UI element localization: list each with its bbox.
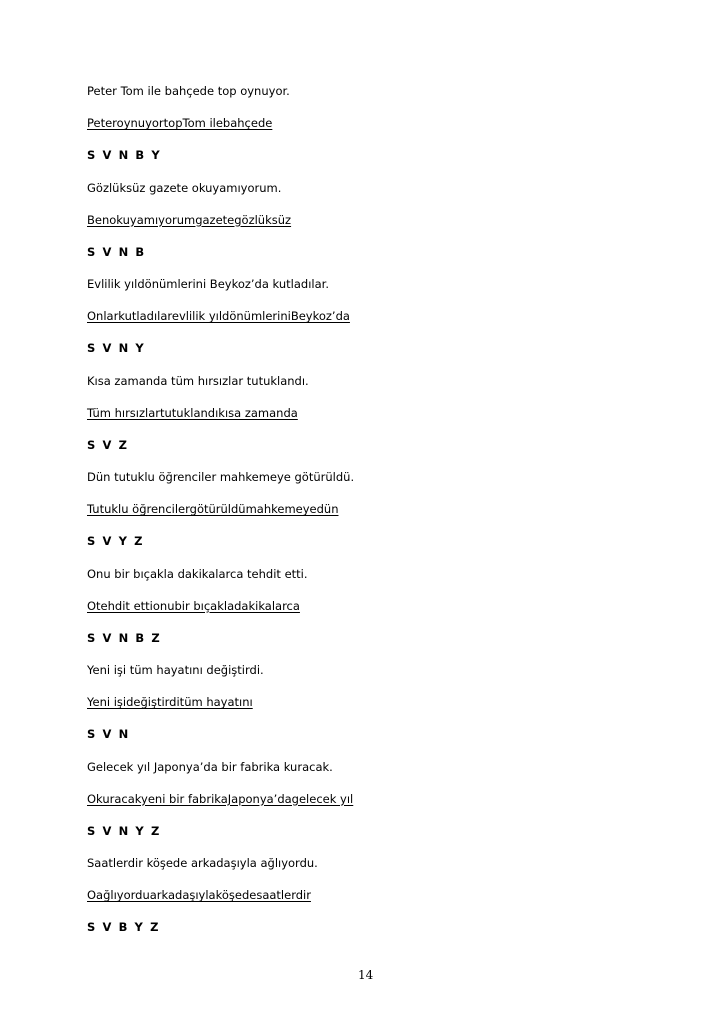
- page-number: 14: [358, 968, 374, 982]
- exercise-entry-8: [87, 760, 687, 857]
- exercise-entry-3: [87, 277, 687, 374]
- structure-code: S V N B Y: [87, 148, 162, 162]
- sentence-text: Gelecek yıl Japonya’da bir fabrika kuracak.: [87, 759, 333, 774]
- structure-code: S V Y Z: [87, 534, 145, 548]
- arrangement-text: Onlarkutladılarevlilik yıldönümleriniBeykoz’da: [87, 309, 350, 323]
- exercise-entry-1: [87, 84, 687, 181]
- sentence-text: Saatlerdir köşede arkadaşıyla ağlıyordu.: [87, 856, 318, 870]
- sentence-text: Gözlüksüz gazete okuyamıyorum.: [87, 180, 282, 195]
- structure-code: S V N: [87, 727, 130, 741]
- structure-code: S V N Y Z: [87, 823, 161, 838]
- exercise-entry-5: [87, 470, 687, 567]
- exercise-entry-7: [87, 663, 687, 760]
- exercise-entry-6: [87, 567, 687, 664]
- structure-code: S V N Y: [87, 341, 146, 355]
- structure-code: S V B Y Z: [87, 920, 161, 934]
- sentence-text: Evlilik yıldönümlerini Beykoz’da kutladılar.: [87, 277, 329, 291]
- arrangement-text: Otehdit ettionubir bıçakladakikalarca: [87, 598, 300, 613]
- sentence-text: Yeni işi tüm hayatını değiştirdi.: [87, 663, 264, 677]
- sentence-text: Kısa zamanda tüm hırsızlar tutuklandı.: [87, 373, 309, 388]
- arrangement-text: Tüm hırsızlartutuklandıkısa zamanda: [87, 405, 298, 420]
- arrangement-text: Yeni işideğiştirditüm hayatını: [87, 695, 253, 709]
- exercise-list: [87, 84, 687, 953]
- arrangement-text: Tutuklu öğrencilergötürüldümahkemeyedün: [87, 502, 339, 516]
- arrangement-text: Okuracakyeni bir fabrikaJaponya’dagelecek yıl: [87, 791, 354, 806]
- arrangement-text: PeteroynuyortopTom ilebahçede: [87, 116, 273, 130]
- structure-code: S V N B: [87, 244, 146, 259]
- sentence-text: Peter Tom ile bahçede top oynuyor.: [87, 84, 290, 98]
- sentence-text: Dün tutuklu öğrenciler mahkemeye götürüldü.: [87, 470, 355, 484]
- sentence-text: Onu bir bıçakla dakikalarca tehdit etti.: [87, 566, 308, 581]
- arrangement-text: Benokuyamıyorumgazetegözlüksüz: [87, 212, 292, 227]
- exercise-entry-9: [87, 856, 687, 953]
- exercise-entry-2: [87, 181, 687, 278]
- structure-code: S V Z: [87, 437, 129, 452]
- structure-code: S V N B Z: [87, 630, 162, 645]
- exercise-entry-4: [87, 374, 687, 471]
- arrangement-text: Oağlıyorduarkadaşıylaköşedesaatlerdir: [87, 888, 311, 902]
